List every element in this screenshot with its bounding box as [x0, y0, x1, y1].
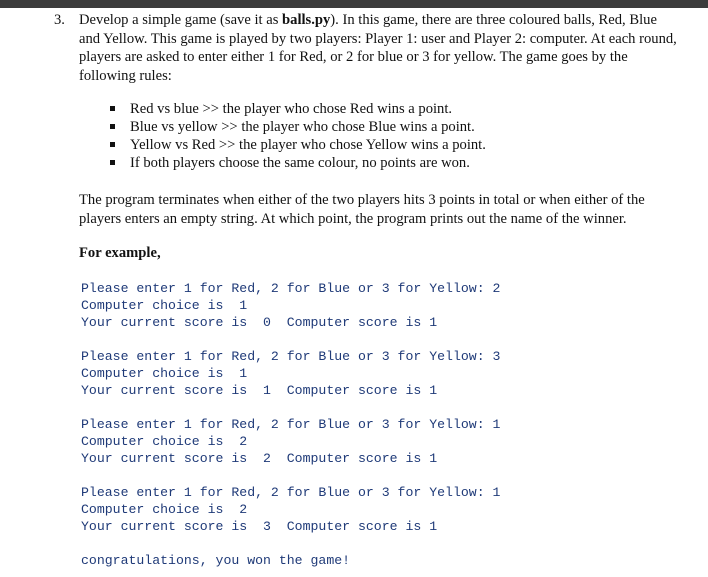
score-line: Your current score is 1 Computer score is 1 — [81, 383, 438, 398]
console-round — [81, 484, 500, 535]
termination-paragraph: The program terminates when either of the two players hits 3 points in total or when either of the players enters an empty string. At which point, the program prints out the name of the winner. — [79, 192, 645, 227]
bullet-square-icon — [110, 106, 115, 111]
rule-text: If both players choose the same colour, no points are won. — [130, 155, 470, 171]
bullet-square-icon — [110, 124, 115, 129]
console-output — [81, 280, 500, 569]
prompt-line: Please enter 1 for Red, 2 for Blue or 3 for Yellow: 1 — [81, 485, 501, 500]
rule-item — [110, 136, 486, 154]
prompt-line: Please enter 1 for Red, 2 for Blue or 3 for Yellow: 1 — [81, 417, 501, 432]
prompt-line: Please enter 1 for Red, 2 for Blue or 3 for Yellow: 3 — [81, 349, 501, 364]
prompt-line: Please enter 1 for Red, 2 for Blue or 3 for Yellow: 2 — [81, 281, 501, 296]
rule-item — [110, 154, 486, 172]
rule-text: Blue vs yellow >> the player who chose Blue wins a point. — [130, 119, 475, 135]
congratulations-line: congratulations, you won the game! — [81, 553, 351, 568]
score-line: Your current score is 0 Computer score is 1 — [81, 315, 438, 330]
bullet-square-icon — [110, 160, 115, 165]
question-intro-rest: ). In this game, there are three coloured balls, Red, Blue and Yellow. This game is played by two players: Player 1: user and Player 2: computer. At each round, players are asked to enter either 1 for Red, or 2 for blue or 3 for yellow. The game goes by the following rules: — [79, 12, 677, 84]
score-line: Your current score is 2 Computer score is 1 — [81, 451, 438, 466]
computer-choice-line: Computer choice is 1 — [81, 298, 248, 313]
question-filename: balls.py — [282, 12, 331, 28]
rule-text: Red vs blue >> the player who chose Red wins a point. — [130, 101, 453, 117]
question-text — [79, 11, 679, 85]
bullet-square-icon — [110, 142, 115, 147]
question-intro: Develop a simple game (save it as — [79, 12, 283, 28]
computer-choice-line: Computer choice is 1 — [81, 366, 248, 381]
rule-item — [110, 100, 486, 118]
rule-text: Yellow vs Red >> the player who chose Yellow wins a point. — [130, 137, 486, 153]
rule-item — [110, 118, 486, 136]
example-heading: For example, — [79, 245, 161, 261]
question-number: 3. — [54, 12, 65, 28]
console-round — [81, 416, 500, 467]
computer-choice-line: Computer choice is 2 — [81, 502, 248, 517]
console-round — [81, 348, 500, 399]
top-border — [0, 0, 708, 8]
rules-list — [110, 100, 486, 172]
console-round — [81, 280, 500, 331]
computer-choice-line: Computer choice is 2 — [81, 434, 248, 449]
score-line: Your current score is 3 Computer score is 1 — [81, 519, 438, 534]
